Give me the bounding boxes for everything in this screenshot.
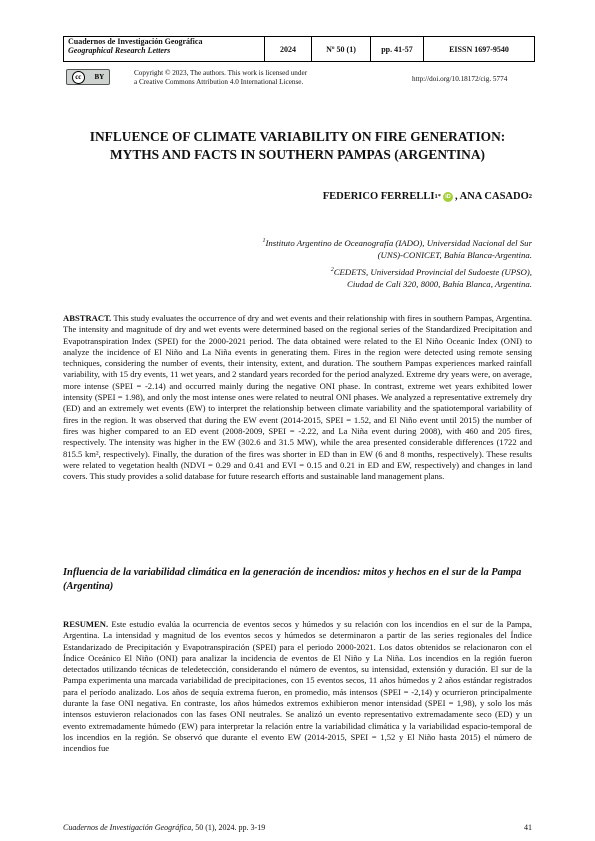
footer-citation — [63, 823, 265, 832]
orcid-icon[interactable]: iD — [443, 192, 453, 202]
abstract — [63, 313, 532, 482]
author-2-sup: 2 — [528, 193, 532, 200]
affiliation-2-line-1: CEDETS, Universidad Provincial del Sudoeste (UPSO), — [333, 266, 532, 277]
author-list — [323, 191, 532, 202]
author-1: FEDERICO FERRELLI — [322, 191, 435, 202]
license-text — [134, 69, 307, 87]
affiliation-1 — [172, 235, 532, 261]
license-line-2[interactable]: a Creative Commons Attribution 4.0 International License. — [134, 78, 304, 86]
journal-header-table — [63, 36, 535, 62]
abstract-text: This study evaluates the occurrence of dry and wet events and their relationship with fires in southern Pampas, Argentina. The intensity and magnitude of dry and wet events were determined based on the regional series of the Standardized Precipitation and Evapotranspiration Index (SPEI) for the 2000-2021 period. The data obtained were related to the El Niño Oceanic Index (ONI) to analyze the incidence of El Niño and La Niña events in generating them. Fires in the region were detected using remote sensing techniques, considering the number of events, their intensity, extent, and duration. The southern Pampas experiences marked rainfall variability, with 15 dry events, 11 wet years, and 2 standard years recorded for the period analyzed. Extreme dry years were, on average, more intense (SPEI = -2.14) and occurred mainly during the negative ONI phase. In contrast, extreme wet years exhibited lower intensity (SPEI = 1.98), and only the most intense ones were related to neutral ONI phases. We analyzed a representative extremely dry (ED) and an extremely wet events (EW) to interpret the relationship between climate variability and the spatiotemporal variability of fires in the region. It was observed that during the EW event (2014-2015, SPEI = 1.52, and El Niño event until 2015) the number of fires was higher compared to an ED event (2008-2009, SPEI = -2.22, and La Niña event during 2008), with 460 and 205 fires, respectively. The intensity was higher in the EW (302.6 and 31.5 MW), while the area presented considerable differences (1722 and 815.5 km², respectively). Finally, the duration of the fires was shorter in ED than in EW (6 and 8 months, respectively). These results were related to vegetation health (NDVI = 0.29 and 0.41 and EVI = 0.15 and 0.21 in ED and EW, respectively) and changes in land covers. This study provides a solid database for future research efforts and sustainable land management plans. — [63, 313, 532, 482]
title-line-2: MYTHS AND FACTS IN SOUTHERN PAMPAS (ARGENTINA) — [110, 147, 485, 162]
journal-name-en: Geographical Research Letters — [68, 46, 171, 55]
author-1-sup: 1* — [434, 193, 441, 200]
title-line-1: INFLUENCE OF CLIMATE VARIABILITY ON FIRE GENERATION: — [89, 129, 506, 144]
resumen-text: Este estudio evalúa la ocurrencia de eventos secos y húmedos y su relación con los incendios en el sur de la Pampa, Argentina. La intensidad y magnitud de los eventos secos y húmedos se determinaron a partir de las series regionales del Índice Estandarizado de Precipitación y Evapotranspiración (SPEI) para el periodo 2000-2021. Los datos obtenidos se relacionaron con el Índice Oceánico El Niño (ONI) para analizar la incidencia de eventos de El Niño y La Niña. Los incendios en la región fueron detectados utilizando técnicas de teledetección, considerando el número de eventos, su intensidad, extensión y duración. El sur de la Pampa experimenta una marcada variabilidad de precipitaciones, con 15 eventos secos, 11 años húmedos y 2 años estándar registrados para el período analizado. Los años de sequía extrema fueron, en promedio, más intensos (SPEI = -2,14) y ocurrieron principalmente durante la fase ONI negativa. En contraste, los años húmedos extremos exhibieron menor intensidad (SPEI = 1,98), y solo los más intensos estuvieron relacionados con las fases ONI neutrales. Se analizó un evento representativo extremadamente seco (ED) y un evento extremadamente húmedo (EW) para interpretar la relación entre la variabilidad climática y la variabilidad espacio-temporal de los incendios en la región. Se observó que durante el evento EW (2014-2015, SPEI = 1,52 y El Niño hasta 2015) el número de incendios fue — [63, 619, 532, 754]
footer-journal: Cuadernos de Investigación Geográfica — [63, 823, 192, 832]
page-footer — [63, 823, 532, 832]
affiliation-1-line-1: Instituto Argentino de Oceanografía (IADO), Universidad Nacional del Sur — [265, 237, 532, 248]
abstract-label: ABSTRACT. — [63, 313, 112, 323]
doi-link[interactable]: http://doi.org/10.18172/cig. 5774 — [412, 75, 508, 83]
page-number: 41 — [524, 823, 532, 832]
year-cell: 2024 — [264, 37, 311, 61]
affiliation-2-line-2: Ciudad de Cali 320, 8000, Bahía Blanca, Argentina. — [347, 278, 532, 289]
journal-name-cell — [64, 37, 264, 61]
issn-cell: EISSN 1697-9540 — [423, 37, 534, 61]
footer-volume: , 50 (1), 2024. pp. 3-19 — [191, 823, 266, 832]
affiliation-2-sup: 2 — [330, 267, 334, 273]
license-line-1: Copyright © 2023, The authors. This work is licensed under — [134, 69, 308, 77]
resumen — [63, 619, 532, 795]
pages-cell: pp. 41-57 — [370, 37, 423, 61]
paper-title — [63, 128, 532, 164]
resumen-label: RESUMEN. — [63, 619, 109, 629]
affiliation-1-sup: 1 — [262, 238, 266, 244]
by-label: BY — [94, 73, 105, 81]
spanish-title: Influencia de la variabilidad climática en la generación de incendios: mitos y hechos en el sur de la Pampa (Argentina) — [63, 567, 522, 592]
journal-name-es: Cuadernos de Investigación Geográfica — [68, 37, 203, 46]
issue-cell: Nº 50 (1) — [311, 37, 370, 61]
cc-icon: cc — [72, 71, 85, 84]
affiliation-2 — [172, 264, 532, 290]
affiliation-1-line-2: (UNS)-CONICET, Bahía Blanca-Argentina. — [377, 249, 532, 260]
cc-by-license-icon[interactable] — [66, 69, 110, 85]
author-2: , ANA CASADO — [454, 191, 529, 202]
